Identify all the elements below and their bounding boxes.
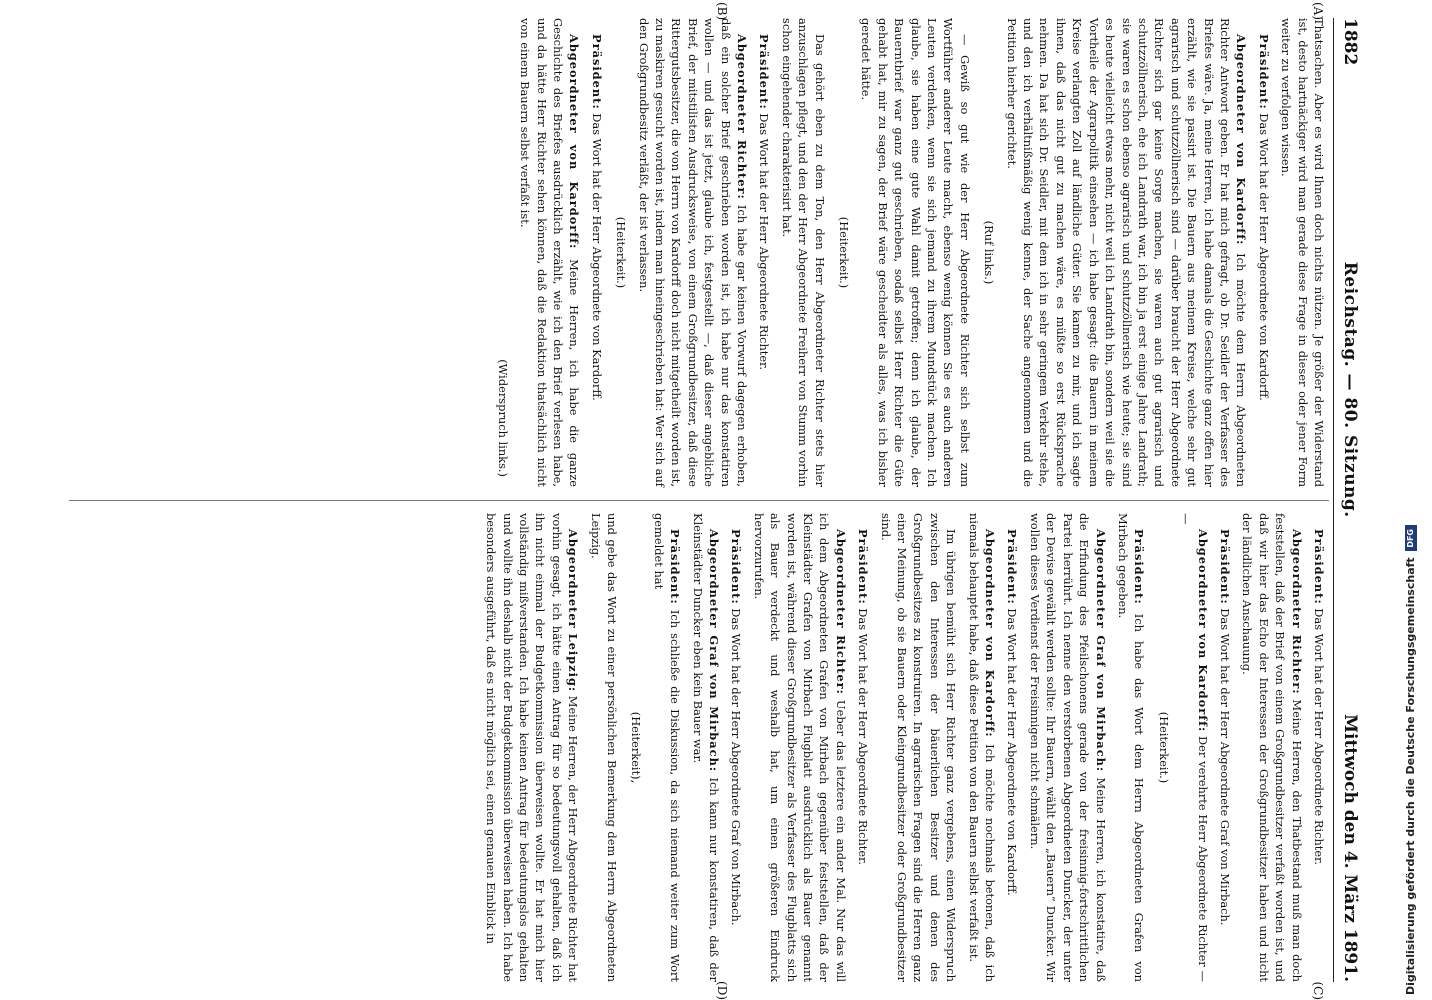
page-title: Reichstag. — 80. Sitzung. <box>1340 261 1360 518</box>
speaker-name: Präsident: <box>1312 529 1326 605</box>
paragraph <box>750 513 848 982</box>
paragraph: Im übrigen bemüht sich Herr Richter ganz vergebens, einen Widerspruch zwischen den Interessen der bäuerlichen Besitzer und denen des Großgrundbesitzes zu konstruiren. In agrarischen Fragen sind die Herren ganz einer Meinung, ob sie Bauern oder Kleingrundbesitzer oder Großgrundbesitzer sind. <box>878 513 959 982</box>
speaker-name: Abgeordneter von Kardorff: <box>567 34 582 250</box>
speaker-name: Abgeordneter Leipzig: <box>566 529 581 693</box>
speech-text: Das Wort hat der Herr Abgeordnete Richter. <box>1312 608 1326 865</box>
speech-text: Das Wort hat der Herr Abgeordnete von Kardorff. <box>589 113 604 401</box>
speaker-name: Abgeordneter von Kardorff: <box>1234 34 1249 246</box>
margin-mark-d: (D) <box>715 981 729 1000</box>
speaker-name: Präsident: <box>668 529 683 605</box>
speech-text: Das Wort hat der Herr Abgeordnete von Kardorff. <box>1256 113 1271 401</box>
speech-text: Der verehrte Herr Abgeordnete Richter — — <box>1179 513 1210 982</box>
speech-text: Meine Herren, den Thatbestand muß man doch feststellen, daß der Brief von einem Großgrundbesitzer verfaßt worden ist, und daß wir hier das Echo der Interessen der Großgrundbesitzer haben und nicht der ländlichen Anschauung. <box>1240 513 1304 982</box>
margin-mark-a: (A) <box>1311 2 1325 21</box>
paragraph <box>1004 513 1020 982</box>
page-header <box>1333 18 1360 982</box>
paragraph <box>1115 513 1148 982</box>
speech-text: Meine Herren, ich konstatire, daß die Erfindung des Pfeilschonens gerade von der freisinnig-fortschrittlichen Partei herrührt. Ich nenne den verstorbenen Abgeordneten Duncker, der unter der Devise gewählt werden sollte: Ihr Bauern, wählt den „Bauern“ Duncker. Wir wollen dieses Verdienst der Freisinnigen nicht schmälern. <box>1027 513 1108 982</box>
speech-text: Das Wort hat der Herr Abgeordnete Richter. <box>757 113 772 370</box>
page-number: 1882 <box>1340 18 1360 66</box>
speaker-name: Präsident: <box>856 529 871 605</box>
speaker-name: Präsident: <box>757 34 772 110</box>
margin-mark-b: (B) <box>715 2 729 21</box>
speaker-name: Präsident: <box>729 529 744 605</box>
interjection: (Heiterkeit.) <box>614 216 629 289</box>
speech-text: Das Wort hat der Herr Abgeordnete Graf von Mirbach. <box>1217 608 1232 926</box>
speech-text: Das Wort hat der Herr Abgeordnete Graf von Mirbach. <box>729 608 744 926</box>
speech-text: Das Wort hat der Herr Abgeordnete Richter. <box>856 608 871 865</box>
speaker-name: Abgeordneter Richter: <box>735 34 749 200</box>
paragraph <box>588 18 604 487</box>
rotated-book-page <box>70 0 1370 1000</box>
paragraph: Thatsachen. Aber es wird Ihnen doch nichts nützen. Je größer der Widerstand ist, desto hartnäckiger wird man gerade diese Frage in dieser oder jener Form weiter zu verfolgen wissen. <box>1279 18 1326 487</box>
speech-text: Meine Herren, der Herr Abgeordnete Richter hat vorhin gesagt, ich hätte einen Antrag für so bedeutungsvoll gehalten, daß ich ihn nicht einmal der Budgetkommission überweisen wollte. Er hat mich hier vollständig mißverstanden. Ich habe keinen Antrag für bedeutungslos gehalten und wollte ihn deshalb nicht der Budgetkommission überweisen haben. Ich habe besonders ausgeführt, daß es nicht möglich sei, einen genauen Einblick in <box>484 513 581 983</box>
speaker-name: Präsident: <box>589 34 604 110</box>
dfg-logo-icon: DFG <box>1405 525 1417 551</box>
speech-text: Meine Herren, ich habe die ganze Geschichte des Briefes ausdrücklich erzählt, wie ich den Brief verlesen habe, und da hätte Herr Richter sehen können, daß die Redaktion thatsächlich nicht von einem Bauern selbst verfaßt ist. <box>518 18 582 487</box>
speech-text: Ich schließe die Diskussion, da sich niemand weiter zum Wort gemeldet hat <box>651 513 683 983</box>
speech-text: Das Wort hat der Herr Abgeordnete von Kardorff. <box>1005 608 1020 896</box>
paragraph <box>965 513 998 982</box>
paragraph <box>689 513 722 982</box>
paragraph: Das gehört eben zu dem Ton, den Herr Abgeordneter Richter stets hier anzuschlagen pflegt, und den der Herr Abgeordnete Freiherr von Stumm vorhin schon eingehender charakterisirt hat. <box>779 18 827 487</box>
speaker-name: Präsident: <box>1005 529 1020 605</box>
column-divider <box>69 500 1329 501</box>
left-column <box>477 18 1327 487</box>
speech-text: Ich möchte dem Herrn Abgeordneten Richter Antwort geben. Er hat mich gefragt, ob Dr. Seidler der Verfasser des Briefes wäre. Ja, meine Herren, ich habe damals die Geschichte ganz offen hier erzählt, wie sie passirt ist. Die Bauern aus meinem Kreise, welche sehr gut agrarisch und schutzzöllnerisch sind — darüber braucht der Herr Abgeordnete Richter sich gar keine Sorge machen, sie waren auch gut agrarisch und schutzzöllnerisch, ehe ich Landrath war, ich bin ja erst einige Jahre Landrath; sie waren es schon ebenso agrarisch und schutzzöllnerisch wie heute; sie sind es heute vielleicht etwas mehr, nicht weil ich Landrath bin, sondern weil sie die Vortheile der Agrarpolitik einsehen — ich habe gesagt: die Bauern in meinem Kreise verlangten Zoll auf ländliche Güter. Sie kamen zu mir, und ich sagte ihnen, daß das nicht gut zu machen wäre, es müßte so erst Rücksprache nehmen. Da hat sich Dr. Seidler, mit dem ich in sehr geringem Verkehr stehe, und den ich verhältnißmäßig wenig kenne, der Sache angenommen und die Petition hierher gerichtet. <box>1004 18 1249 487</box>
speaker-name: Präsident: <box>1256 34 1271 110</box>
right-column <box>477 513 1327 982</box>
margin-mark-c: (C) <box>1311 981 1325 1000</box>
text-columns <box>477 2 1327 1000</box>
speaker-name: Abgeordneter Graf von Mirbach: <box>1093 529 1108 773</box>
digitization-credit <box>1404 525 1417 995</box>
paragraph <box>855 513 871 982</box>
speech-text: Ich habe das Wort dem Herrn Abgeordneten Grafen von Mirbach gegeben. <box>1115 513 1147 982</box>
paragraph: — Gewiß so gut wie der Herr Abgeordnete Richter sich selbst zum Wortführer anderer Leute macht, ebenso wenig können Sie es auch anderen Leuten verdenken, wenn sie sich jemand zu ihrem Mundstück machen. Ich glaube, sie haben eine gute Wahl damit getroffen; denn ich glaube, der Bauerntbrief war ganz gut geschrieben, sodaß selbst Herr Richter die Güte gehabt hat, mir zu sagen, der Brief wäre gescheidter als alles, was ich bisher geredet hätte. <box>859 18 972 487</box>
paragraph <box>1178 513 1211 982</box>
paragraph <box>1239 513 1305 982</box>
speaker-name: Präsident: <box>1217 529 1232 605</box>
interjection: (Heiterkeit.) <box>1156 711 1171 784</box>
credit-text: Digitalisierung gefördert durch die Deutsche Forschungsgemeinschaft <box>1404 557 1417 995</box>
speech-text: Ich habe gar keinen Vorwurf dagegen erhoben, daß ein solcher Brief geschrieben worden ist, ich habe nur das konstatiren wollen — und das ist jetzt, glaube ich, festgestellt —, daß dieser angebliche Brief, der mitstilisten Ausdrucksweise, von einem Großgrundbesitzer, daß diese Rittergutsbesitzer, die von Herrn von Kardorff doch nicht mitgetheilt worden ist, zu maskiren gesucht worden ist, indem man hineingeschrieben hat: Wer sich auf den Großgrundbesitz verläßt, der ist verlassen. <box>636 18 749 487</box>
paragraph <box>728 513 744 982</box>
interjection: (Heiterkeit.) <box>837 216 852 289</box>
speaker-name: Abgeordneter Richter: <box>1289 529 1304 695</box>
speech-text: Ueber das letztere ein ander Mal. Nur das will ich dem Abgeordneten Grafen von Mirbach gegenüber feststellen, daß der Kleinstädter Grafen von Mirbach Flugblatt ausdrücklich als Bauer genannt worden ist, während dieser Großgrundbesitzer als Verfasser des Flugblatts sich als Bauer verdeckt und weshalb hat, um einen größeren Eindruck hervorzurufen. <box>751 513 848 982</box>
paragraph <box>635 18 750 487</box>
page-date: Mittwoch den 4. März 1891. <box>1340 714 1360 982</box>
paragraph <box>1311 513 1327 982</box>
speaker-name: Abgeordneter Graf von Mirbach: <box>707 529 721 773</box>
speaker-name: Präsident: <box>1132 529 1147 605</box>
paragraph <box>1255 18 1271 487</box>
paragraph <box>1003 18 1249 487</box>
interjection: (Heiterkeit), <box>629 711 644 784</box>
speech-text: Ich kann nur konstatiren, daß der Kleinstädter Duncker eben kein Bauer war. <box>690 513 721 982</box>
interjection: (Ruf links.) <box>982 220 997 285</box>
speaker-name: Abgeordneter von Kardorff: <box>983 529 998 738</box>
speech-text: Ich möchte nochmals betonen, daß ich niemals behauptet habe, daß diese Petition von den Bauern selbst verfaßt ist. <box>966 513 998 982</box>
paragraph <box>756 18 772 487</box>
paragraph <box>1217 513 1233 982</box>
interjection: (Widerspruch links.) <box>495 359 510 477</box>
paragraph <box>483 513 581 982</box>
paragraph <box>517 18 583 487</box>
speaker-name: Abgeordneter Richter: <box>833 529 848 695</box>
paragraph <box>650 513 683 982</box>
speaker-name: Abgeordneter von Kardorff: <box>1195 529 1210 733</box>
paragraph <box>1027 513 1109 982</box>
paragraph: und gebe das Wort zu einer persönlichen Bemerkung dem Herrn Abgeordneten Leipzig. <box>588 513 619 982</box>
